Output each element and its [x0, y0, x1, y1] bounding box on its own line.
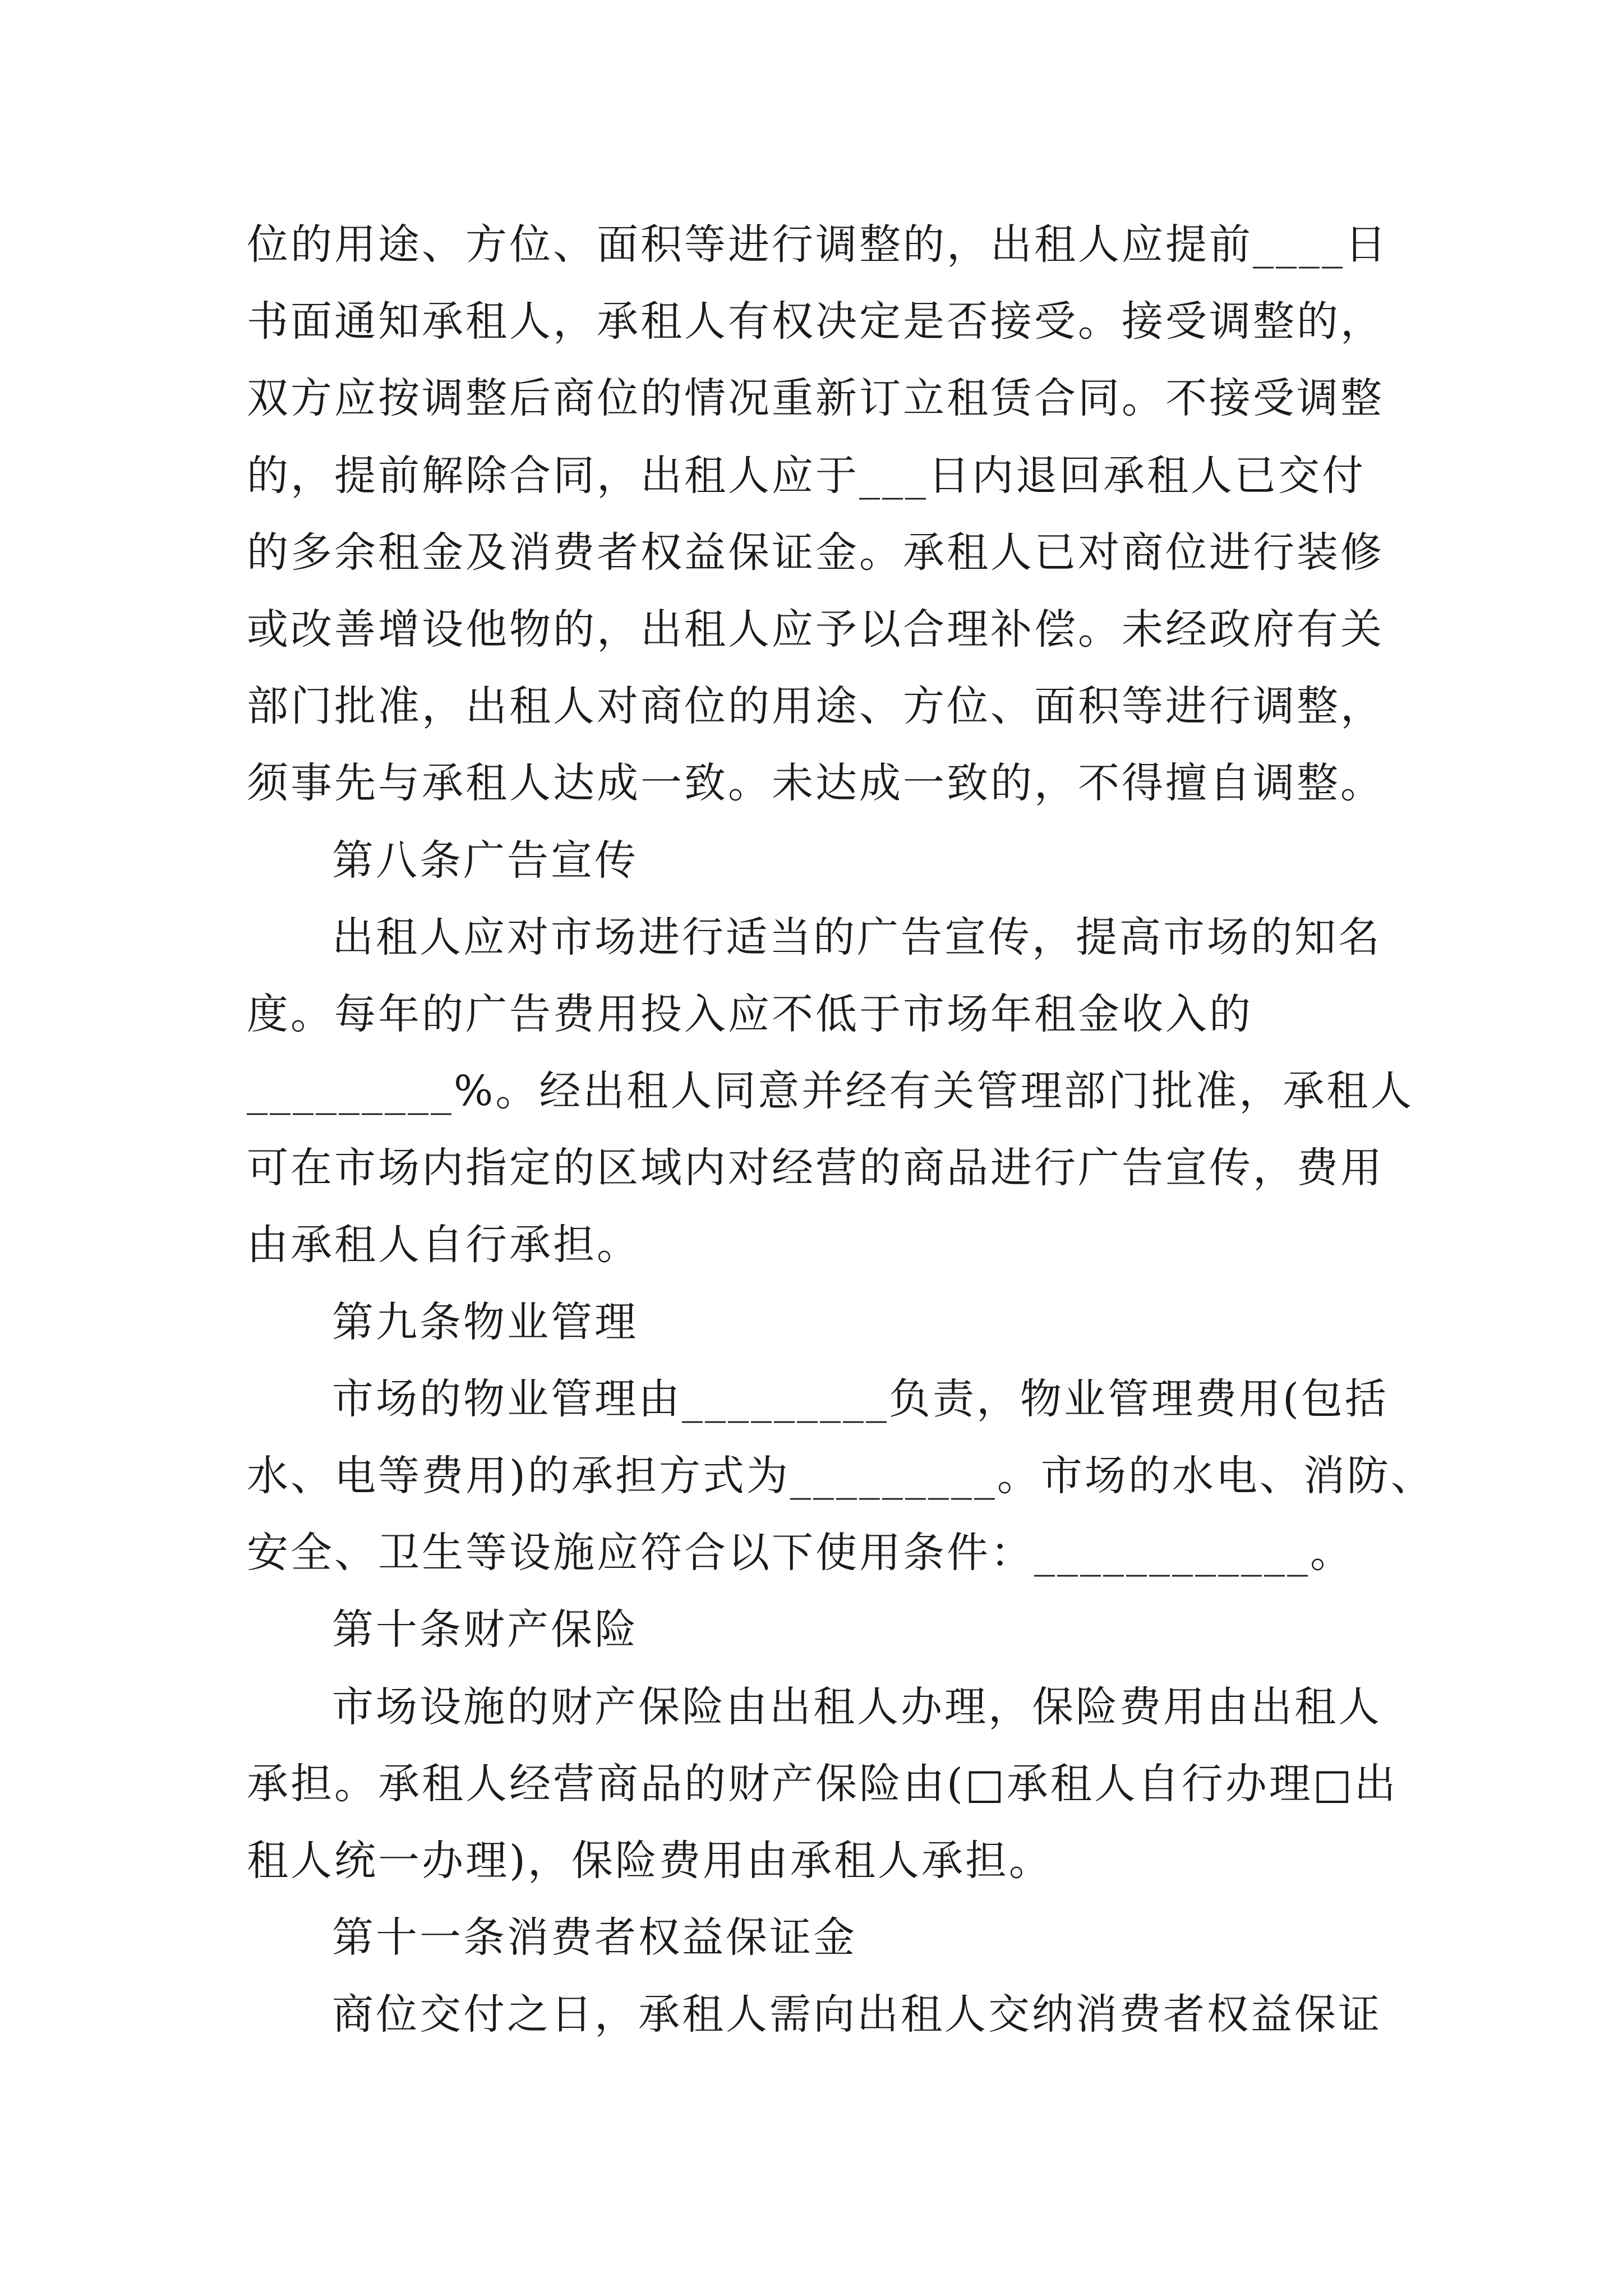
body-line: 租人统一办理)，保险费用由承租人承担。 [247, 1836, 1053, 1885]
body-line: 或改善增设他物的，出租人应予以合理补偿。未经政府有关 [247, 605, 1384, 654]
body-line: 可在市场内指定的区域内对经营的商品进行广告宣传，费用 [247, 1144, 1384, 1193]
body-line: 度。每年的广告费用投入应不低于市场年租金收入的 [247, 990, 1253, 1038]
body-line: 双方应按调整后商位的情况重新订立租赁合同。不接受调整 [247, 374, 1384, 423]
section-heading: 第十条财产保险 [332, 1605, 638, 1654]
body-line: 须事先与承租人达成一致。未达成一致的，不得擅自调整。 [247, 759, 1384, 808]
body-line: 的，提前解除合同，出租人应于___日内退回承租人已交付 [247, 451, 1366, 500]
body-line: 安全、卫生等设施应符合以下使用条件：____________。 [247, 1529, 1354, 1577]
body-line: 市场设施的财产保险由出租人办理，保险费用由出租人 [332, 1682, 1382, 1731]
body-line: 书面通知承租人，承租人有权决定是否接受。接受调整的， [247, 297, 1384, 346]
section-heading: 第十一条消费者权益保证金 [332, 1913, 857, 1962]
section-heading: 第八条广告宣传 [332, 836, 638, 885]
section-heading: 第九条物业管理 [332, 1297, 638, 1346]
body-line: 出租人应对市场进行适当的广告宣传，提高市场的知名 [332, 913, 1382, 961]
body-line: 的多余租金及消费者权益保证金。承租人已对商位进行装修 [247, 528, 1384, 577]
document-body [247, 206, 1435, 2054]
body-line: 水、电等费用)的承担方式为_________。市场的水电、消防、 [247, 1452, 1435, 1500]
body-line: 商位交付之日，承租人需向出租人交纳消费者权益保证 [332, 1990, 1382, 2039]
body-line: 部门批准，出租人对商位的用途、方位、面积等进行调整， [247, 682, 1384, 731]
body-line: 承担。承租人经营商品的财产保险由(□承租人自行办理□出 [247, 1759, 1398, 1808]
body-line: 由承租人自行承担。 [247, 1221, 640, 1269]
body-line: 位的用途、方位、面积等进行调整的，出租人应提前____日 [247, 220, 1389, 269]
body-line: _________%。经出租人同意并经有关管理部门批准，承租人 [247, 1067, 1414, 1116]
body-line: 市场的物业管理由_________负责，物业管理费用(包括 [332, 1374, 1389, 1423]
